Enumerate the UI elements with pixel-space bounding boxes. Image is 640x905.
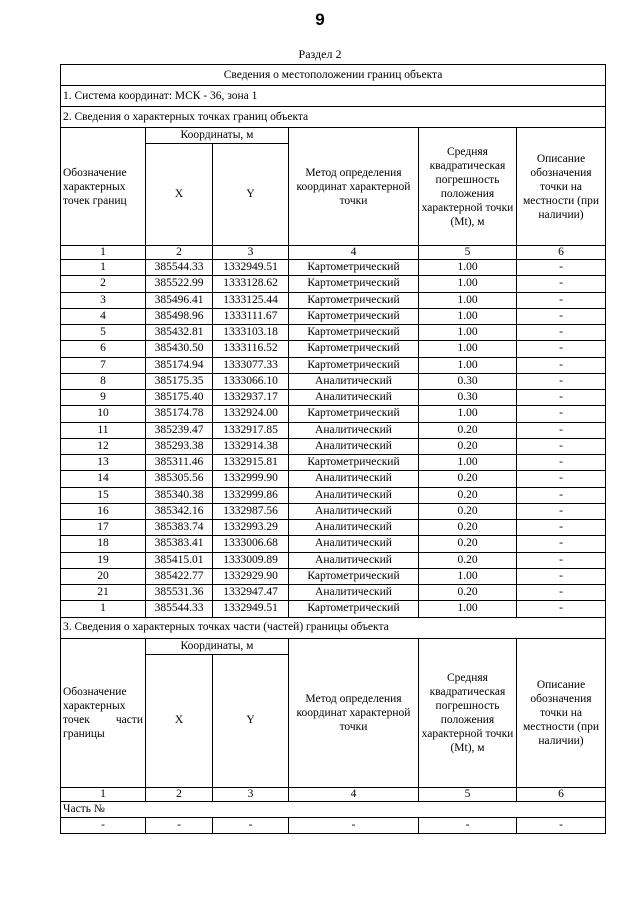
part-cell: -	[517, 817, 606, 833]
point-number: 16	[61, 503, 146, 519]
point-y: 1332929.90	[213, 568, 289, 584]
header-description: Описание обозначения точки на местности (при наличии)	[517, 128, 606, 246]
point-method: Аналитический	[289, 422, 419, 438]
column-number: 4	[289, 787, 419, 801]
point-number: 19	[61, 552, 146, 568]
point-number: 9	[61, 390, 146, 406]
point-description: -	[517, 520, 606, 536]
point-description: -	[517, 276, 606, 292]
point-x: 385340.38	[146, 487, 213, 503]
table-row	[61, 260, 606, 276]
point-mt: 0.20	[419, 471, 517, 487]
point-y: 1332999.90	[213, 471, 289, 487]
table-row	[61, 357, 606, 373]
table-row	[61, 455, 606, 471]
point-description: -	[517, 260, 606, 276]
point-x: 385175.40	[146, 390, 213, 406]
point-method: Картометрический	[289, 260, 419, 276]
point-description: -	[517, 292, 606, 308]
point-mt: 0.20	[419, 536, 517, 552]
point-x: 385531.36	[146, 585, 213, 601]
boundaries-table	[60, 64, 606, 834]
point-y: 1332915.81	[213, 455, 289, 471]
point-description: -	[517, 373, 606, 389]
column-number: 5	[419, 787, 517, 801]
boundary-points-heading: 2. Сведения о характерных точках границ объекта	[61, 107, 606, 128]
point-mt: 1.00	[419, 292, 517, 308]
point-method: Аналитический	[289, 390, 419, 406]
point-description: -	[517, 503, 606, 519]
table-row	[61, 471, 606, 487]
point-method: Картометрический	[289, 568, 419, 584]
page-number: 9	[315, 10, 325, 29]
part-cell: -	[61, 817, 146, 833]
point-number: 7	[61, 357, 146, 373]
point-method: Аналитический	[289, 487, 419, 503]
table-row	[61, 487, 606, 503]
point-y: 1333125.44	[213, 292, 289, 308]
point-method: Картометрический	[289, 276, 419, 292]
point-description: -	[517, 585, 606, 601]
point-mt: 0.20	[419, 585, 517, 601]
point-number: 4	[61, 308, 146, 324]
point-y: 1332917.85	[213, 422, 289, 438]
point-y: 1332949.51	[213, 260, 289, 276]
point-x: 385432.81	[146, 325, 213, 341]
table-row	[61, 292, 606, 308]
table-row	[61, 520, 606, 536]
part-cell: -	[146, 817, 213, 833]
point-method: Аналитический	[289, 438, 419, 454]
point-description: -	[517, 487, 606, 503]
point-method: Аналитический	[289, 552, 419, 568]
table-row	[61, 568, 606, 584]
point-mt: 1.00	[419, 406, 517, 422]
point-y: 1333128.62	[213, 276, 289, 292]
point-x: 385522.99	[146, 276, 213, 292]
point-method: Картометрический	[289, 292, 419, 308]
point-method: Картометрический	[289, 341, 419, 357]
point-mt: 0.30	[419, 390, 517, 406]
point-number: 20	[61, 568, 146, 584]
point-number: 14	[61, 471, 146, 487]
table-row	[61, 390, 606, 406]
table-row	[61, 601, 606, 617]
point-number: 1	[61, 601, 146, 617]
header2-x: X	[146, 654, 213, 787]
point-mt: 0.20	[419, 438, 517, 454]
column-number: 4	[289, 246, 419, 260]
point-x: 385175.35	[146, 373, 213, 389]
point-y: 1333111.67	[213, 308, 289, 324]
point-mt: 1.00	[419, 357, 517, 373]
header2-y: Y	[213, 654, 289, 787]
header2-coords: Координаты, м	[146, 638, 289, 654]
point-x: 385311.46	[146, 455, 213, 471]
point-mt: 0.20	[419, 503, 517, 519]
point-y: 1332999.86	[213, 487, 289, 503]
part-cell: -	[213, 817, 289, 833]
point-number: 17	[61, 520, 146, 536]
point-number: 18	[61, 536, 146, 552]
point-description: -	[517, 536, 606, 552]
point-method: Картометрический	[289, 308, 419, 324]
point-description: -	[517, 568, 606, 584]
point-description: -	[517, 308, 606, 324]
point-y: 1332949.51	[213, 601, 289, 617]
point-y: 1333116.52	[213, 341, 289, 357]
point-description: -	[517, 325, 606, 341]
header2-error: Средняя квадратическая погрешность положения характерной точки (Mt), м	[419, 638, 517, 787]
table-row	[61, 552, 606, 568]
header-y: Y	[213, 144, 289, 246]
point-x: 385415.01	[146, 552, 213, 568]
point-number: 8	[61, 373, 146, 389]
section-label: Раздел 2	[298, 47, 342, 61]
header2-method: Метод определения координат характерной точки	[289, 638, 419, 787]
point-description: -	[517, 601, 606, 617]
point-method: Картометрический	[289, 357, 419, 373]
point-x: 385544.33	[146, 260, 213, 276]
point-mt: 1.00	[419, 308, 517, 324]
header-error: Средняя квадратическая погрешность положения характерной точки (Mt), м	[419, 128, 517, 246]
column-number: 1	[61, 246, 146, 260]
column-number: 3	[213, 787, 289, 801]
point-mt: 1.00	[419, 260, 517, 276]
point-description: -	[517, 455, 606, 471]
point-mt: 0.20	[419, 520, 517, 536]
point-number: 10	[61, 406, 146, 422]
point-method: Аналитический	[289, 585, 419, 601]
point-y: 1332947.47	[213, 585, 289, 601]
point-mt: 1.00	[419, 455, 517, 471]
header-coords: Координаты, м	[146, 128, 289, 144]
point-method: Аналитический	[289, 520, 419, 536]
point-x: 385174.94	[146, 357, 213, 373]
point-method: Аналитический	[289, 503, 419, 519]
column-number: 1	[61, 787, 146, 801]
table-row	[61, 503, 606, 519]
point-description: -	[517, 438, 606, 454]
point-number: 2	[61, 276, 146, 292]
header-method: Метод определения координат характерной точки	[289, 128, 419, 246]
table-row	[61, 536, 606, 552]
point-method: Картометрический	[289, 601, 419, 617]
point-y: 1333006.68	[213, 536, 289, 552]
point-mt: 1.00	[419, 341, 517, 357]
point-method: Картометрический	[289, 406, 419, 422]
point-mt: 1.00	[419, 601, 517, 617]
part-label: Часть №	[61, 801, 606, 817]
column-number: 2	[146, 787, 213, 801]
point-description: -	[517, 406, 606, 422]
table-row	[61, 373, 606, 389]
point-mt: 1.00	[419, 276, 517, 292]
point-x: 385422.77	[146, 568, 213, 584]
point-y: 1333103.18	[213, 325, 289, 341]
header2-designation: Обозначение характерных точек части границы	[61, 638, 146, 787]
point-number: 21	[61, 585, 146, 601]
point-y: 1333009.89	[213, 552, 289, 568]
point-number: 11	[61, 422, 146, 438]
part-points-heading: 3. Сведения о характерных точках части (частей) границы объекта	[61, 617, 606, 638]
coordinate-system: 1. Система координат: МСК - 36, зона 1	[61, 86, 606, 107]
column-number: 3	[213, 246, 289, 260]
point-y: 1333077.33	[213, 357, 289, 373]
table-row	[61, 422, 606, 438]
point-x: 385342.16	[146, 503, 213, 519]
point-y: 1332914.38	[213, 438, 289, 454]
point-y: 1332924.00	[213, 406, 289, 422]
point-number: 12	[61, 438, 146, 454]
point-x: 385174.78	[146, 406, 213, 422]
points-body	[61, 260, 606, 618]
point-number: 3	[61, 292, 146, 308]
point-x: 385293.38	[146, 438, 213, 454]
point-y: 1332993.29	[213, 520, 289, 536]
header-x: X	[146, 144, 213, 246]
column-number: 6	[517, 787, 606, 801]
table-title: Сведения о местоположении границ объекта	[61, 65, 606, 86]
point-x: 385498.96	[146, 308, 213, 324]
point-y: 1332987.56	[213, 503, 289, 519]
point-number: 6	[61, 341, 146, 357]
point-x: 385544.33	[146, 601, 213, 617]
point-mt: 0.20	[419, 422, 517, 438]
table-row	[61, 308, 606, 324]
table-row	[61, 438, 606, 454]
column-number: 2	[146, 246, 213, 260]
point-number: 13	[61, 455, 146, 471]
point-x: 385496.41	[146, 292, 213, 308]
column-number: 5	[419, 246, 517, 260]
table-row	[61, 585, 606, 601]
header-designation: Обозначение характерных точек границ	[61, 128, 146, 246]
point-mt: 0.20	[419, 552, 517, 568]
point-x: 385383.41	[146, 536, 213, 552]
point-method: Картометрический	[289, 325, 419, 341]
point-description: -	[517, 390, 606, 406]
point-method: Аналитический	[289, 471, 419, 487]
point-description: -	[517, 357, 606, 373]
point-number: 1	[61, 260, 146, 276]
table-row	[61, 325, 606, 341]
point-mt: 1.00	[419, 325, 517, 341]
point-number: 5	[61, 325, 146, 341]
table-row	[61, 276, 606, 292]
point-method: Аналитический	[289, 536, 419, 552]
part-cell: -	[419, 817, 517, 833]
point-mt: 1.00	[419, 568, 517, 584]
point-x: 385239.47	[146, 422, 213, 438]
table-row	[61, 341, 606, 357]
point-x: 385383.74	[146, 520, 213, 536]
point-y: 1332937.17	[213, 390, 289, 406]
point-description: -	[517, 341, 606, 357]
point-description: -	[517, 422, 606, 438]
point-method: Аналитический	[289, 373, 419, 389]
header2-description: Описание обозначения точки на местности (при наличии)	[517, 638, 606, 787]
point-x: 385305.56	[146, 471, 213, 487]
point-description: -	[517, 471, 606, 487]
column-number: 6	[517, 246, 606, 260]
point-method: Картометрический	[289, 455, 419, 471]
point-description: -	[517, 552, 606, 568]
point-mt: 0.20	[419, 487, 517, 503]
point-x: 385430.50	[146, 341, 213, 357]
table-row	[61, 406, 606, 422]
part-cell: -	[289, 817, 419, 833]
point-mt: 0.30	[419, 373, 517, 389]
point-number: 15	[61, 487, 146, 503]
point-y: 1333066.10	[213, 373, 289, 389]
